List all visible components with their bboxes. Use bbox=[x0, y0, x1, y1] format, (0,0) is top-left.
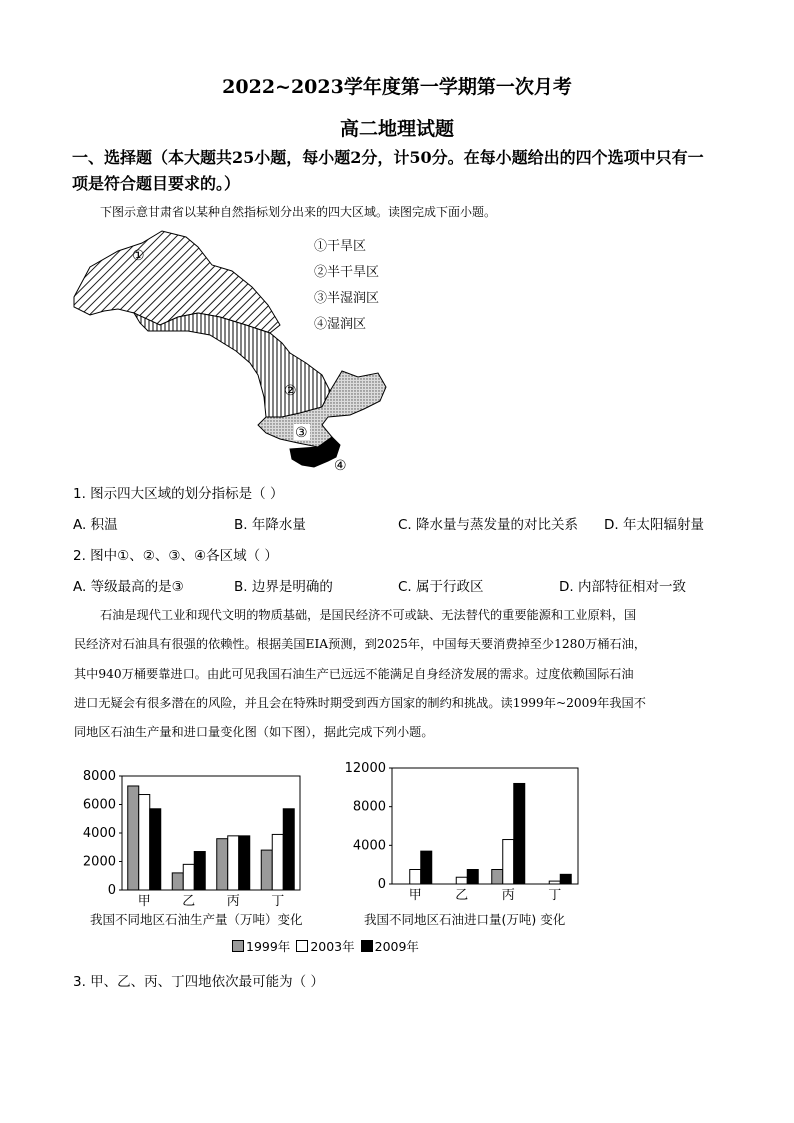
section-heading-line1: 一、选择题（本大题共25小题，每小题2分，计50分。在每小题给出的四个选项中只有一 bbox=[72, 148, 704, 167]
legend-swatch-2003 bbox=[296, 940, 308, 952]
bar-丁-2003年 bbox=[549, 881, 560, 884]
passage-line-2: 民经济对石油具有很强的依赖性。根据美国EIA预测，到2025年，中国每天要消费掉至少1280万桶石油， bbox=[74, 637, 647, 652]
bar-丙-1999年 bbox=[217, 839, 228, 890]
q2-option-c[interactable]: C. 属于行政区 bbox=[398, 579, 484, 595]
x-tick-label: 丙 bbox=[226, 894, 240, 909]
bar-乙-2003年 bbox=[456, 877, 467, 884]
passage-line-4: 进口无疑会有很多潜在的风险，并且会在特殊时期受到西方国家的制约和挑战。读1999年~2009年我国不 bbox=[74, 695, 646, 710]
bar-丁-2009年 bbox=[283, 809, 294, 890]
chart-frame bbox=[392, 768, 578, 884]
q2-stem: 2. 图中①、②、③、④各区域（ ） bbox=[73, 548, 278, 564]
y-tick-label: 4000 bbox=[82, 826, 116, 841]
section-heading bbox=[72, 145, 732, 197]
map-label-2: ② bbox=[284, 383, 297, 399]
bar-丁-2009年 bbox=[560, 874, 571, 884]
exam-subtitle: 高二地理试题 bbox=[339, 118, 454, 140]
q3-stem: 3. 甲、乙、丙、丁四地依次最可能为（ ） bbox=[73, 974, 324, 990]
bar-甲-2009年 bbox=[421, 851, 432, 884]
map-label-3: ③ bbox=[295, 425, 308, 441]
legend-label-2009: 2009年 bbox=[374, 939, 419, 954]
passage-line-1: 石油是现代工业和现代文明的物质基础，是国民经济不可或缺、无法替代的重要能源和工业原料，国 bbox=[100, 608, 637, 622]
x-tick-label: 甲 bbox=[137, 894, 151, 909]
x-tick-label: 丁 bbox=[548, 888, 562, 903]
x-tick-label: 甲 bbox=[408, 888, 422, 903]
bar-乙-2009年 bbox=[467, 870, 478, 885]
bar-甲-2003年 bbox=[410, 870, 421, 885]
q1-option-d[interactable]: D. 年太阳辐射量 bbox=[604, 517, 704, 533]
passage-line-3: 其中940万桶要靠进口。由此可见我国石油生产已远远不能满足自身经济发展的需求。过度依赖国际石油 bbox=[74, 666, 634, 681]
bar-甲-1999年 bbox=[128, 786, 139, 890]
exam-title: 2022~2023学年度第一学期第一次月考 bbox=[222, 76, 572, 98]
y-tick-label: 2000 bbox=[82, 854, 116, 870]
chart-import-caption: 我国不同地区石油进口量(万吨) 变化 bbox=[364, 912, 566, 927]
y-tick-label: 4000 bbox=[352, 838, 386, 854]
chart-oil-import bbox=[342, 758, 602, 930]
bar-丙-2003年 bbox=[503, 840, 514, 884]
bar-丙-2009年 bbox=[514, 783, 525, 884]
y-tick-label: 8000 bbox=[352, 799, 386, 815]
y-tick-label: 0 bbox=[377, 877, 386, 892]
passage bbox=[74, 601, 724, 747]
map-legend-humid: ④湿润区 bbox=[314, 317, 367, 332]
map-legend-semi-arid: ②半干旱区 bbox=[314, 265, 380, 280]
x-tick-label: 乙 bbox=[182, 894, 196, 909]
x-tick-label: 丙 bbox=[501, 888, 515, 903]
section-heading-line2: 项是符合题目要求的。） bbox=[72, 174, 241, 193]
bar-丙-1999年 bbox=[492, 870, 503, 885]
chart-legend bbox=[232, 937, 419, 955]
q2-option-a[interactable]: A. 等级最高的是③ bbox=[73, 579, 184, 595]
chart-oil-production bbox=[60, 760, 320, 930]
chart-production-caption: 我国不同地区石油生产量（万吨）变化 bbox=[90, 912, 303, 927]
map-legend-semi-humid: ③半湿润区 bbox=[314, 291, 380, 306]
bar-丙-2003年 bbox=[228, 836, 239, 890]
q2-option-b[interactable]: B. 边界是明确的 bbox=[234, 579, 333, 595]
y-tick-label: 8000 bbox=[82, 769, 116, 784]
bar-甲-2009年 bbox=[150, 809, 161, 890]
y-tick-label: 6000 bbox=[82, 797, 116, 813]
bar-丁-2003年 bbox=[272, 834, 283, 890]
q1-option-c[interactable]: C. 降水量与蒸发量的对比关系 bbox=[398, 517, 579, 533]
map-region-semi-arid bbox=[134, 313, 330, 417]
q1-option-b[interactable]: B. 年降水量 bbox=[234, 517, 306, 533]
x-tick-label: 丁 bbox=[271, 894, 285, 909]
y-tick-label: 12000 bbox=[344, 761, 386, 776]
bar-乙-1999年 bbox=[172, 873, 183, 890]
bar-丁-1999年 bbox=[261, 850, 272, 890]
legend-label-1999: 1999年 bbox=[246, 939, 291, 954]
passage-line-5: 同地区石油生产量和进口量变化图（如下图），据此完成下列小题。 bbox=[74, 725, 434, 740]
x-tick-label: 乙 bbox=[455, 888, 469, 903]
bar-丙-2009年 bbox=[239, 836, 250, 890]
legend-swatch-2009 bbox=[361, 940, 373, 952]
q2-option-d[interactable]: D. 内部特征相对一致 bbox=[559, 579, 686, 595]
bar-乙-2009年 bbox=[194, 852, 205, 890]
map-intro: 下图示意甘肃省以某种自然指标划分出来的四大区域。读图完成下面小题。 bbox=[100, 205, 497, 219]
bar-乙-2003年 bbox=[183, 864, 194, 890]
legend-swatch-1999 bbox=[232, 940, 244, 952]
map-legend-arid: ①干旱区 bbox=[314, 239, 367, 254]
q1-option-a[interactable]: A. 积温 bbox=[73, 517, 118, 533]
bar-甲-2003年 bbox=[139, 795, 150, 890]
legend-label-2003: 2003年 bbox=[310, 939, 355, 954]
map-label-1: ① bbox=[132, 248, 145, 264]
map-label-4: ④ bbox=[334, 458, 347, 474]
y-tick-label: 0 bbox=[107, 883, 116, 898]
q1-stem: 1. 图示四大区域的划分指标是（ ） bbox=[73, 486, 284, 502]
